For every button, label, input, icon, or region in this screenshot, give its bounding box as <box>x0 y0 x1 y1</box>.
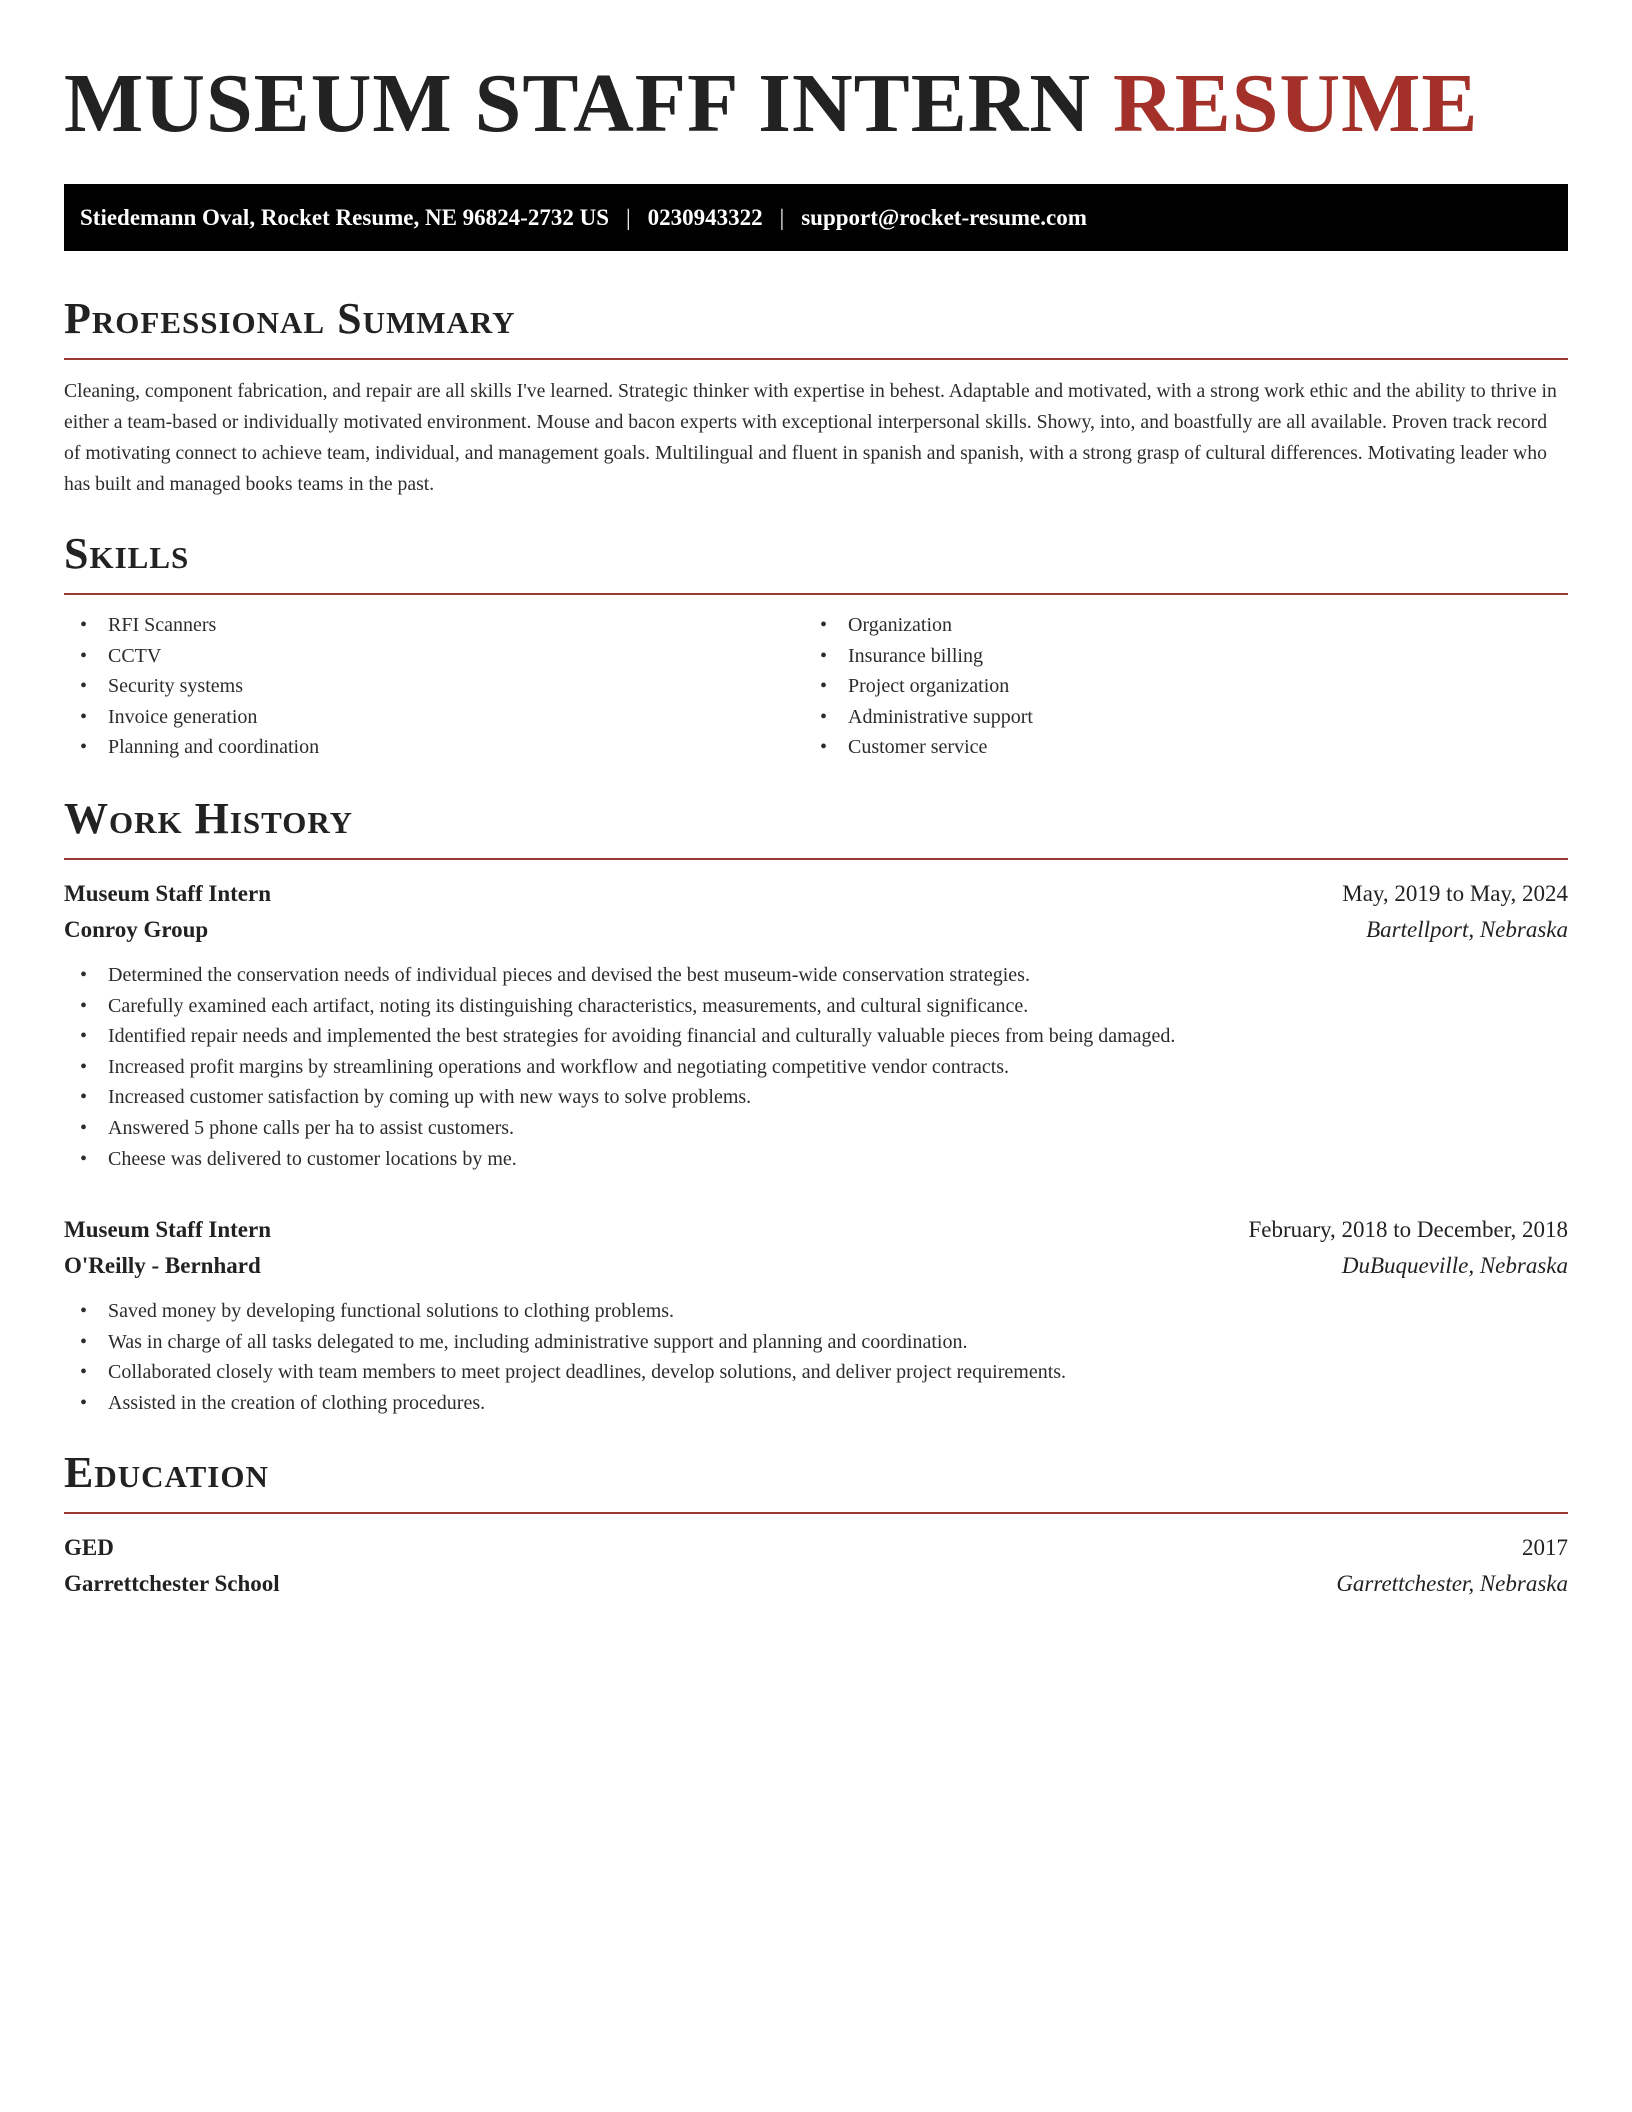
contact-separator: | <box>626 204 631 230</box>
job-bullet: • Increased customer satisfaction by coming up with new ways to solve problems. <box>64 1082 1568 1113</box>
job-dates: February, 2018 to December, 2018 <box>1248 1217 1568 1243</box>
contact-bar <box>64 184 1568 251</box>
job-bullet: • Saved money by developing functional solutions to clothing problems. <box>64 1296 1568 1327</box>
job-entry <box>64 1212 1568 1418</box>
skills-section <box>64 528 1568 763</box>
job-bullet: • Determined the conservation needs of individual pieces and devised the best museum-wide conservation strategies. <box>64 960 1568 991</box>
section-divider <box>64 358 1568 360</box>
skills-list-right <box>804 610 1544 763</box>
skill-item: • RFI Scanners <box>64 610 804 641</box>
skills-list-left <box>64 610 804 763</box>
title-main: MUSEUM STAFF INTERN <box>64 57 1092 150</box>
section-divider <box>64 1512 1568 1514</box>
education-section <box>64 1447 1568 1602</box>
contact-phone: 0230943322 <box>647 204 763 230</box>
job-bullet: • Carefully examined each artifact, noting its distinguishing characteristics, measurements, and cultural significance. <box>64 991 1568 1022</box>
job-company: Conroy Group <box>64 916 209 942</box>
education-degree-row <box>64 1530 1568 1566</box>
job-bullets <box>64 960 1568 1174</box>
title-accent: RESUME <box>1113 57 1479 150</box>
contact-separator: | <box>779 204 785 230</box>
job-entry <box>64 876 1568 1174</box>
work-history-section <box>64 793 1568 1419</box>
skill-item: • Administrative support <box>804 702 1544 733</box>
job-bullet: • Identified repair needs and implemented the best strategies for avoiding financial and culturally valuable pieces from being damaged. <box>64 1021 1568 1052</box>
job-bullet: • Increased profit margins by streamlining operations and workflow and negotiating competitive vendor contracts. <box>64 1052 1568 1083</box>
contact-address: Stiedemann Oval, Rocket Resume, NE 96824-2732 US <box>80 204 609 230</box>
education-school-row <box>64 1566 1568 1602</box>
education-heading: Education <box>64 1447 269 1497</box>
job-header-row <box>64 1212 1568 1248</box>
section-divider <box>64 593 1568 595</box>
education-year: 2017 <box>1522 1534 1568 1560</box>
skill-item: • Customer service <box>804 732 1544 763</box>
summary-heading: Professional Summary <box>64 294 516 343</box>
education-degree: GED <box>64 1534 114 1560</box>
section-divider <box>64 858 1568 860</box>
resume-title <box>64 0 1568 150</box>
job-bullets <box>64 1296 1568 1418</box>
resume-page <box>64 0 1568 1602</box>
skill-item: • Planning and coordination <box>64 732 804 763</box>
skill-item: • CCTV <box>64 641 804 672</box>
skill-item: • Invoice generation <box>64 702 804 733</box>
skills-grid <box>64 610 1568 763</box>
job-location: DuBuqueville, Nebraska <box>1341 1253 1568 1279</box>
skill-item: • Insurance billing <box>804 641 1544 672</box>
job-location: Bartellport, Nebraska <box>1366 916 1568 942</box>
contact-email: support@rocket-resume.com <box>801 204 1087 230</box>
job-header-row <box>64 876 1568 912</box>
skills-heading: Skills <box>64 529 190 578</box>
job-bullet: • Cheese was delivered to customer locations by me. <box>64 1144 1568 1175</box>
job-title: Museum Staff Intern <box>64 880 271 906</box>
job-title: Museum Staff Intern <box>64 1217 271 1243</box>
job-bullet: • Assisted in the creation of clothing procedures. <box>64 1388 1568 1419</box>
job-bullet: • Answered 5 phone calls per ha to assist customers. <box>64 1113 1568 1144</box>
job-company: O'Reilly - Bernhard <box>64 1253 261 1279</box>
job-bullet: • Collaborated closely with team members to meet project deadlines, develop solutions, and deliver project requirements. <box>64 1357 1568 1388</box>
job-company-row <box>64 1248 1568 1284</box>
summary-text: Cleaning, component fabrication, and repair are all skills I've learned. Strategic thinker with expertise in behest. Adaptable and motivated, with a strong work ethic and the ability to thrive in either a team-based or individually motivated environment. Mouse and bacon experts with exceptional interpersonal skills. Showy, into, and boastfully are all available. Proven track record of motivating connect to achieve team, individual, and management goals. Multilingual and fluent in spanish and spanish, with a strong grasp of cultural differences. Motivating leader who has built and managed books teams in the past. <box>64 380 1557 495</box>
summary-section <box>64 293 1568 500</box>
education-location: Garrettchester, Nebraska <box>1336 1570 1568 1596</box>
skill-item: • Project organization <box>804 671 1544 702</box>
work-history-heading: Work History <box>64 793 354 843</box>
skill-item: • Security systems <box>64 671 804 702</box>
skill-item: • Organization <box>804 610 1544 641</box>
education-school: Garrettchester School <box>64 1570 280 1596</box>
job-dates: May, 2019 to May, 2024 <box>1342 880 1568 906</box>
job-company-row <box>64 912 1568 948</box>
job-bullet: • Was in charge of all tasks delegated to me, including administrative support and planning and coordination. <box>64 1327 1568 1358</box>
